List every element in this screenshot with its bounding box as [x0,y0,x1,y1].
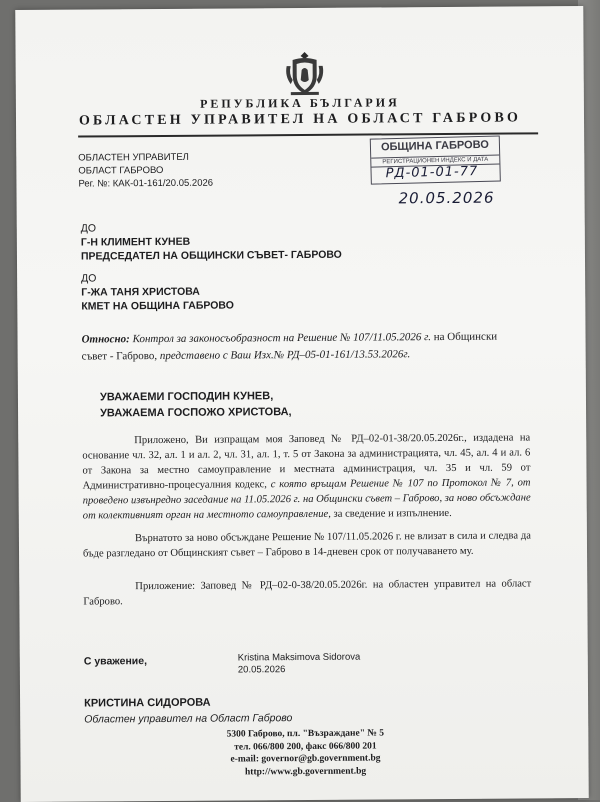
stamp-subtitle: РЕГИСТРАЦИОНЕН ИНДЕКС И ДАТА [371,155,499,168]
coat-of-arms-icon [283,50,327,96]
subject [81,328,521,365]
recipient-1-to: ДО [80,222,97,235]
header-office: ОБЛАСТЕН УПРАВИТЕЛ НА ОБЛАСТ ГАБРОВО [78,110,522,129]
body-paragraph-2: Върнатото за ново обсъждане Решение № 107/11.05.2026 г. не влизат в сила и следва да бъде разгледано от Общинският съвет – Габрово в 14-дневен срок от получаването му. [83,530,531,560]
recipient-1-name: Г-Н КЛИМЕНТ КУНЕВ [80,235,191,249]
recipient-1 [81,220,342,264]
recipient-2-position: КМЕТ НА ОБЩИНА ГАБРОВО [81,299,234,313]
footer-address: 5300 Габрово, пл. "Възраждане" № 5 [226,728,385,740]
subject-text-2: на Общински [433,330,498,344]
stamp-handwritten-number: РД-01-01-77 [385,164,479,182]
recipient-2-name: Г-ЖА ТАНЯ ХРИСТОВА [81,285,200,299]
stamp-handwritten-date: 20.05.2026 [398,188,495,208]
digital-signature-name: Kristina Maksimova Sidorova [237,651,361,664]
greeting-line-1: УВАЖАЕМИ ГОСПОДИН КУНЕВ, [99,390,274,404]
footer-email: e-mail: governor@gb.government.bg [230,753,381,765]
body-p1-part-a: Приложено, Ви изпращам моя Заповед № РД–02-01-38/20.05.2026г., издадена на основание чл. 32, ал. 1 и ал. 2, чл. 31, ал. 1, т. 5 от Закона за администрацията, чл. 45, ал. 4 и ал. 6 от Закона за местно самоуправление и местната администрация, чл. 35 и чл. 59 от Административно-процесуалния кодекс, [82,432,531,492]
sender-line-1: ОБЛАСТЕН УПРАВИТЕЛ [78,151,189,164]
recipient-2 [81,270,234,313]
subject-label: Относно: [81,333,130,346]
recipient-2-to: ДО [81,272,97,285]
recipient-1-position: ПРЕДСЕДАТЕЛ НА ОБЩИНСКИ СЪВЕТ- ГАБРОВО [80,248,342,263]
body-paragraph-3: Приложение: Заповед № РД–02-0-38/20.05.2026г. на областен управител на област Габрово. [83,578,532,608]
body-paragraph-1 [82,430,531,523]
registration-stamp [370,135,501,184]
digital-signature-date: 20.05.2026 [237,664,286,676]
sender-block [78,151,213,191]
subject-text-4: представено с Ваш Изх.№ РД–05-01-161/13.53.2026г. [159,348,411,362]
greeting-line-2: УВАЖАЕМА ГОСПОЖО ХРИСТОВА, [100,406,292,420]
sender-line-2: ОБЛАСТ ГАБРОВО [78,164,164,177]
sender-reg-number: Рег. №: КАК-01-161/20.05.2026 [78,177,214,190]
footer-contacts [180,727,430,779]
closing-regards: С уважение, [83,655,148,668]
body-p1-part-b: с която връщам Решение № 107 по Протокол № 7, от проведено извънредно заседание на 11.05.2026 г. на Общински съвет – Габрово, за ново обсъждане от колективният орган на местното самоуправление, [82,477,531,522]
digital-signature [238,652,361,677]
signatory-name: КРИСТИНА СИДОРОВА [84,696,211,710]
subject-text-3: съвет - Габрово, [81,350,158,363]
letter-page [15,6,589,802]
subject-text-1: Контрол за законосъобразност на Решение № 107/11.05.2026 г. [132,331,432,346]
footer-phone: тел. 066/800 200, факс 066/800 201 [234,740,377,752]
signatory-title: Областен управител на Област Габрово [84,712,293,726]
header-country: РЕПУБЛИКА БЪЛГАРИЯ [200,95,400,111]
stamp-title: ОБЩИНА ГАБРОВО [380,138,490,154]
body-p1-part-c: за сведение и изпълнение. [333,507,452,520]
footer-website: http://www.gb.government.bg [244,766,367,777]
